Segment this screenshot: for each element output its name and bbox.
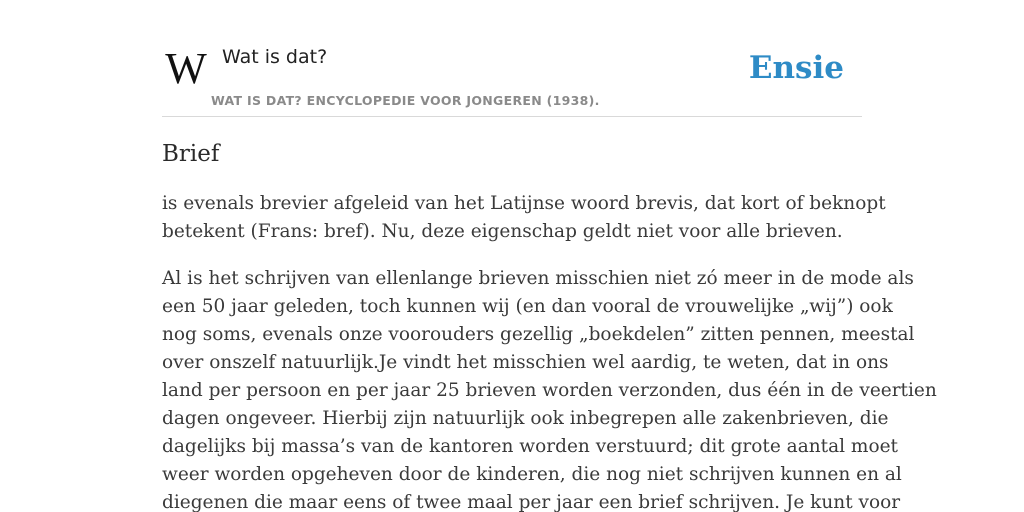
- paragraph-line: weer worden opgeheven door de kinderen, die nog niet schrijven kunnen en al: [162, 464, 902, 485]
- paragraph-line: dagelijks bij massa’s van de kantoren worden verstuurd; dit grote aantal moet: [162, 436, 898, 457]
- paragraph-line: diegenen die maar eens of twee maal per jaar een brief schrijven. Je kunt voor: [162, 492, 901, 512]
- svg-text:W: W: [165, 52, 207, 88]
- source-subtitle: WAT IS DAT? ENCYCLOPEDIE VOOR JONGEREN (1938).: [211, 93, 600, 108]
- paragraph-line: nog soms, evenals onze voorouders gezellig „boekdelen” zitten pennen, meestal: [162, 324, 915, 345]
- paragraph-line: Al is het schrijven van ellenlange brieven misschien niet zó meer in de mode als: [162, 268, 914, 289]
- article: [162, 138, 937, 512]
- brand-logo[interactable]: Ensie: [748, 50, 844, 86]
- entry-title: Brief: [162, 141, 220, 167]
- wikipedia-w-icon[interactable]: [164, 52, 208, 88]
- source-title[interactable]: Wat is dat?: [222, 46, 328, 68]
- paragraph-line: dagen ongeveer. Hierbij zijn natuurlijk ook inbegrepen alle zakenbrieven, die: [162, 408, 889, 429]
- paragraph: [162, 265, 937, 512]
- source-header: [162, 40, 862, 117]
- paragraph-line: land per persoon en per jaar 25 brieven worden verzonden, dus één in de veertien: [162, 380, 937, 401]
- paragraph-line: betekent (Frans: bref). Nu, deze eigenschap geldt niet voor alle brieven.: [162, 221, 843, 242]
- paragraph-line: over onszelf natuurlijk.Je vindt het misschien wel aardig, te weten, dat in ons: [162, 352, 889, 373]
- paragraph-line: een 50 jaar geleden, toch kunnen wij (en dan vooral de vrouwelijke „wij”) ook: [162, 296, 893, 317]
- paragraph-line: is evenals brevier afgeleid van het Latijnse woord brevis, dat kort of beknopt: [162, 193, 886, 214]
- paragraph: [162, 190, 886, 246]
